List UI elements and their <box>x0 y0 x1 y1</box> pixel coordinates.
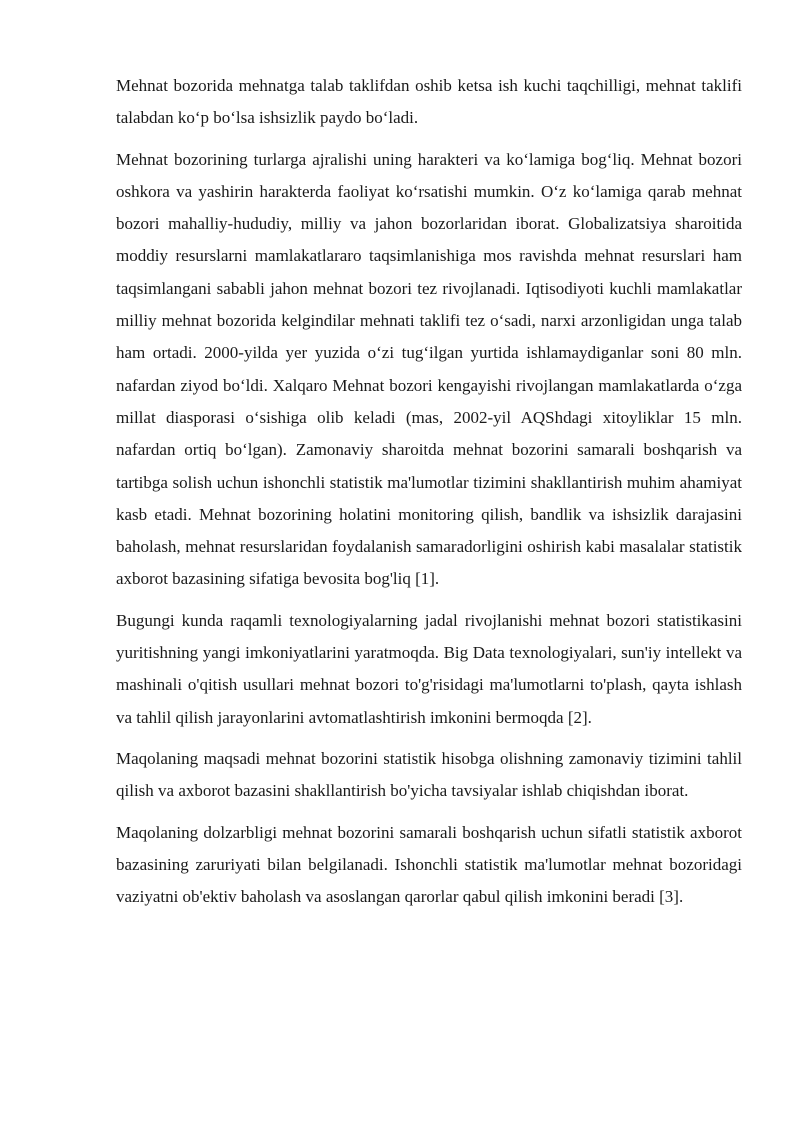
paragraph-article-goal: Maqolaning maqsadi mehnat bozorini statistik hisobga olishning zamonaviy tizimini tahlil qilish va axborot bazasini shakllantirish bo'yicha tavsiyalar ishlab chiqishdan iborat. <box>116 748 742 801</box>
paragraph-labor-market-shortage: Mehnat bozorida mehnatga talab taklifdan oshib ketsa ish kuchi taqchilligi, mehnat taklifi talabdan koʻp boʻlsa ishsizlik paydo boʻladi. <box>116 76 742 128</box>
document-page <box>116 70 742 922</box>
paragraph-labor-market-types: Mehnat bozorining turlarga ajralishi uning harakteri va koʻlamiga bogʻliq. Mehnat bozori oshkora va yashirin harakterda faoliyat koʻrsatishi mumkin. Oʻz koʻlamiga qarab mehnat bozori mahalliy-hududiy, milliy va jahon bozorlaridan iborat. Globalizatsiya sharoitida moddiy resurslarni mamlakatlararo taqsimlanishiga mos ravishda mehnat resurslari ham taqsimlangani sababli jahon mehnat bozori tez rivojlanadi. Iqtisodiyoti kuchli mamlakatlar milliy mehnat bozorida kelgindilar mehnati taklifi tez oʻsadi, narxi arzonligidan unga talab ham ortadi. 2000-yilda yer yuzida oʻzi tugʻilgan yurtida ishlamaydiganlar soni 80 mln. nafardan ziyod boʻldi. Xalqaro Mehnat bozori kengayishi rivojlangan mamlakatlarda oʻzga millat diasporasi oʻsishiga olib keladi (mas, 2002-yil AQShdagi xitoyliklar 15 mln. nafardan ortiq boʻlgan). Zamonaviy sharoitda mehnat bozorini samarali boshqarish va tartibga solish uchun ishonchli statistik ma'lumotlar tizimini shakllantirish muhim ahamiyat kasb etadi. Mehnat bozorining holatini monitoring qilish, bandlik va ishsizlik darajasini baholash, mehnat resurslaridan foydalanish samaradorligini oshirish kabi masalalar statistik axborot bazasining sifatiga bevosita bog'liq [1]. <box>116 149 742 589</box>
paragraph-article-relevance: Maqolaning dolzarbligi mehnat bozorini samarali boshqarish uchun sifatli statistik axborot bazasining zaruriyati bilan belgilanadi. Ishonchli statistik ma'lumotlar mehnat bozoridagi vaziyatni ob'ektiv baholash va asoslangan qarorlar qabul qilish imkonini beradi [3]. <box>116 822 742 907</box>
paragraph-digital-technologies: Bugungi kunda raqamli texnologiyalarning jadal rivojlanishi mehnat bozori statistikasini yuritishning yangi imkoniyatlarini yaratmoqda. Big Data texnologiyalari, sun'iy intellekt va mashinali o'qitish usullari mehnat bozori to'g'risidagi ma'lumotlarni to'plash, qayta ishlash va tahlil qilish jarayonlarini avtomatlashtirish imkonini bermoqda [2]. <box>116 610 742 727</box>
